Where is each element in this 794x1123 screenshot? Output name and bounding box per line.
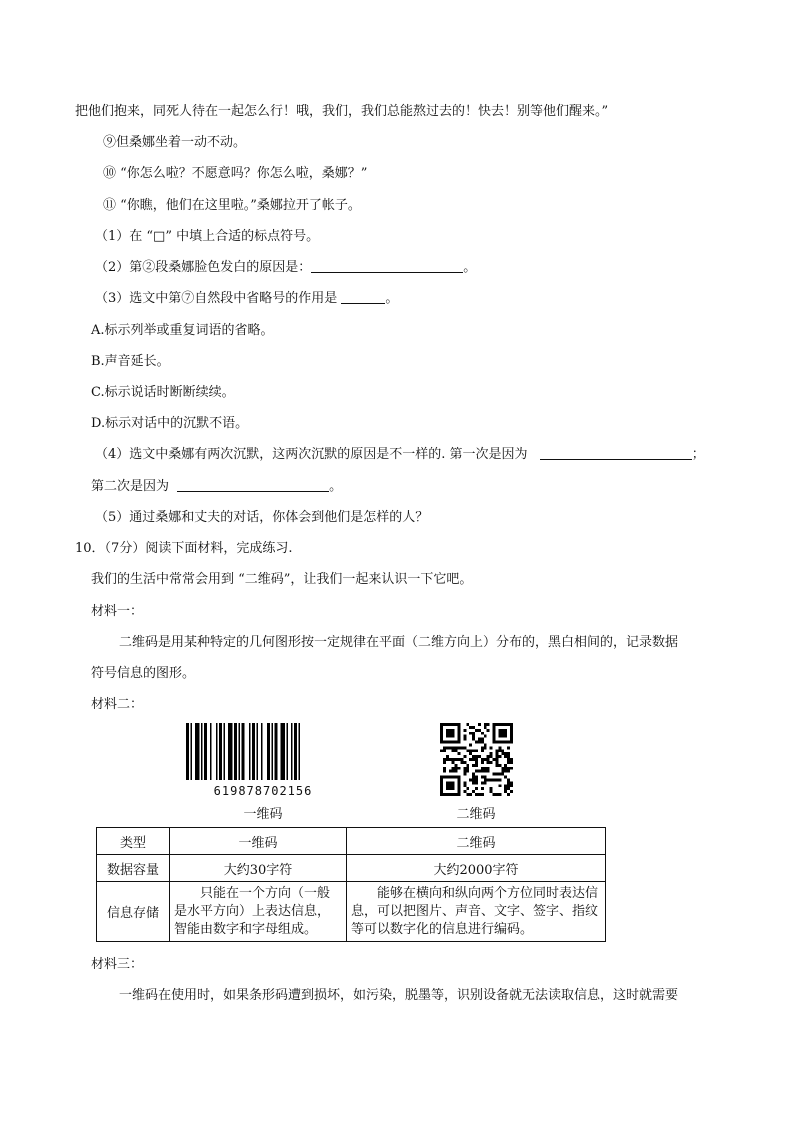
punctuation: ； <box>691 447 705 462</box>
answer-blank[interactable] <box>341 290 385 304</box>
qr-module <box>510 784 513 787</box>
question-10-heading: 10．（7分）阅读下面材料，完成练习. <box>75 541 293 556</box>
barcode-bar <box>299 723 301 780</box>
qr-module <box>475 741 478 744</box>
qr-module <box>481 749 484 752</box>
qr-module <box>475 755 478 758</box>
qr-module <box>487 761 490 764</box>
qr-module <box>443 746 446 749</box>
barcode-bar <box>201 723 203 780</box>
material-1-label: 材料一： <box>91 604 144 619</box>
barcode-bar <box>224 723 226 780</box>
qr-module <box>475 758 478 761</box>
question-2 <box>95 259 476 277</box>
qr-module <box>495 761 498 764</box>
qr-module <box>490 752 493 755</box>
qr-module <box>481 738 484 741</box>
qr-module <box>487 770 490 773</box>
barcode-bar <box>242 723 245 780</box>
qr-module <box>495 778 498 781</box>
qr-module <box>484 778 487 781</box>
question-3-text: （3）选文中第⑦自然段中省略号的作用是 <box>95 291 338 306</box>
qr-module <box>487 767 490 770</box>
qr-module <box>443 761 446 764</box>
answer-blank[interactable] <box>311 259 463 273</box>
qr-module <box>504 755 507 758</box>
barcode-bar <box>294 723 297 780</box>
qr-module <box>475 793 478 796</box>
question-4-text: （4）选文中桑娜有两次沉默，这两次沉默的原因是不一样的. 第一次是因为 <box>95 447 528 462</box>
qr-module <box>463 781 466 784</box>
qr-module <box>463 767 466 770</box>
qr-module <box>481 776 484 779</box>
qr-module <box>463 729 466 732</box>
qr-module <box>446 755 449 758</box>
qr-module <box>472 749 475 752</box>
qr-module <box>472 776 475 779</box>
qr-module <box>498 778 501 781</box>
qr-module <box>481 758 484 761</box>
qr-module <box>463 738 466 741</box>
question-4 <box>95 446 705 464</box>
qr-module <box>504 776 507 779</box>
answer-blank[interactable] <box>540 446 692 460</box>
qr-module <box>478 729 481 732</box>
material-3-label: 材料三： <box>91 957 144 972</box>
barcode-number: 619878702156 <box>213 784 313 798</box>
barcode-bar <box>272 723 274 780</box>
qr-module <box>498 749 501 752</box>
barcode-caption: 一维码 <box>243 807 283 822</box>
punctuation: 。 <box>385 291 399 306</box>
table-row <box>97 828 606 855</box>
qr-module <box>493 773 496 776</box>
qr-module <box>446 746 449 749</box>
qr-module <box>472 790 475 793</box>
barcode-bar <box>267 723 270 780</box>
qr-module <box>495 749 498 752</box>
option-d: D.标示对话中的沉默不语。 <box>91 416 249 431</box>
qr-module <box>501 770 504 773</box>
qr-module <box>443 767 446 770</box>
table-row <box>97 882 606 942</box>
qr-module <box>472 773 475 776</box>
qr-module <box>507 761 510 764</box>
qr-module <box>475 761 478 764</box>
qr-module <box>458 752 461 755</box>
qr-module <box>469 793 472 796</box>
qr-module <box>501 749 504 752</box>
qr-module <box>504 784 507 787</box>
barcode-image <box>186 723 338 780</box>
qr-module <box>472 755 475 758</box>
qr-module <box>510 781 513 784</box>
qr-module <box>481 741 484 744</box>
capacity-label: 数据容量 <box>97 855 170 882</box>
qr-module <box>498 784 501 787</box>
barcode-bar <box>191 723 193 780</box>
barcode-bar <box>252 723 255 780</box>
qr-module <box>510 767 513 770</box>
qr-module <box>455 749 458 752</box>
qr-module <box>487 755 490 758</box>
qr-module <box>469 749 472 752</box>
barcode-bar <box>210 723 212 780</box>
qr-module <box>466 770 469 773</box>
qr-module <box>504 752 507 755</box>
barcode-bar <box>195 723 200 780</box>
qr-module <box>487 723 490 726</box>
qr-module <box>507 758 510 761</box>
qr-module <box>472 726 475 729</box>
qr-module <box>498 755 501 758</box>
qr-module <box>490 761 493 764</box>
qr-module <box>507 767 510 770</box>
qr-module <box>475 770 478 773</box>
paragraph-10: ⑩ “你怎么啦？不愿意吗？你怎么啦，桑娜？” <box>103 166 368 181</box>
qr-module <box>472 764 475 767</box>
qr-module <box>455 770 458 773</box>
qr-module <box>484 735 487 738</box>
qr-module <box>501 773 504 776</box>
qr-module <box>498 793 501 796</box>
qr-module <box>458 767 461 770</box>
qr-module <box>478 741 481 744</box>
qr-module <box>490 755 493 758</box>
qr-module <box>501 767 504 770</box>
header-1d: 一维码 <box>170 828 347 855</box>
qr-module <box>481 732 484 735</box>
qr-module <box>481 787 484 790</box>
qr-module <box>455 764 458 767</box>
qr-module <box>463 784 466 787</box>
qr-module <box>449 770 452 773</box>
barcode-bar <box>204 723 207 780</box>
qr-module <box>463 735 466 738</box>
qr-module <box>460 758 463 761</box>
qr-module <box>455 746 458 749</box>
passage-line: 把他们抱来，同死人待在一起怎么行！哦，我们，我们总能熬过去的！快去！别等他们醒来。” <box>75 104 609 119</box>
qr-finder <box>498 729 507 738</box>
qr-module <box>507 781 510 784</box>
qr-module <box>466 767 469 770</box>
qr-module <box>443 770 446 773</box>
barcode-bar <box>275 723 278 780</box>
qr-module <box>472 735 475 738</box>
qr-module <box>478 723 481 726</box>
header-type: 类型 <box>97 828 170 855</box>
qr-finder <box>446 781 455 790</box>
qr-module <box>475 781 478 784</box>
qr-module <box>472 781 475 784</box>
qr-module <box>490 746 493 749</box>
qr-module <box>481 793 484 796</box>
qr-module <box>504 764 507 767</box>
qr-module <box>472 738 475 741</box>
barcode-bar <box>186 723 189 780</box>
barcode-bar <box>239 723 241 780</box>
qr-module <box>478 738 481 741</box>
qr-module <box>510 758 513 761</box>
qr-module <box>460 761 463 764</box>
qr-module <box>466 764 469 767</box>
qr-module <box>507 755 510 758</box>
paragraph-11: ⑪ “你瞧，他们在这里啦。”桑娜拉开了帐子。 <box>103 198 361 213</box>
qr-module <box>449 746 452 749</box>
question-4-second <box>91 478 342 496</box>
qr-module <box>446 758 449 761</box>
barcode-bar <box>249 723 251 780</box>
qr-module <box>466 787 469 790</box>
qr-module <box>472 758 475 761</box>
qr-module <box>455 758 458 761</box>
qr-module <box>484 767 487 770</box>
qr-module <box>498 773 501 776</box>
qr-module <box>504 767 507 770</box>
qr-module <box>469 743 472 746</box>
qr-module <box>507 770 510 773</box>
qr-module <box>507 778 510 781</box>
qr-module <box>481 746 484 749</box>
qr-module <box>440 749 443 752</box>
qr-module <box>469 732 472 735</box>
qr-module <box>460 746 463 749</box>
qr-module <box>463 770 466 773</box>
qr-module <box>463 773 466 776</box>
qr-module <box>469 726 472 729</box>
material-2-label: 材料二： <box>91 697 144 712</box>
question-4-second-text: 第二次是因为 <box>91 479 170 494</box>
qr-module <box>504 787 507 790</box>
qr-module <box>449 758 452 761</box>
comparison-table <box>96 827 606 942</box>
answer-blank[interactable] <box>177 478 329 492</box>
qr-module <box>478 770 481 773</box>
qr-module <box>507 746 510 749</box>
question-3 <box>95 290 398 308</box>
qr-module <box>495 752 498 755</box>
qr-module <box>472 732 475 735</box>
qr-module <box>495 755 498 758</box>
qr-module <box>493 758 496 761</box>
qr-module <box>472 778 475 781</box>
qr-module <box>495 758 498 761</box>
barcode-bar <box>219 723 222 780</box>
qr-module <box>478 755 481 758</box>
qr-module <box>495 773 498 776</box>
barcode-bar <box>291 723 293 780</box>
option-b: B.声音延长。 <box>91 354 170 369</box>
qr-module <box>481 761 484 764</box>
qr-module <box>510 761 513 764</box>
capacity-2d: 大约2000字符 <box>347 855 606 882</box>
qr-module <box>475 729 478 732</box>
qr-module <box>443 749 446 752</box>
barcode-bar <box>216 723 218 780</box>
qr-module <box>484 770 487 773</box>
qr-module <box>484 746 487 749</box>
qr-module <box>463 746 466 749</box>
qr-module <box>475 776 478 779</box>
qr-module <box>501 752 504 755</box>
qr-module <box>452 770 455 773</box>
qr-module <box>481 781 484 784</box>
barcode-bar <box>228 723 233 780</box>
qr-module <box>475 749 478 752</box>
qr-module <box>484 758 487 761</box>
qr-module <box>463 755 466 758</box>
qr-module <box>475 787 478 790</box>
qr-module <box>481 767 484 770</box>
qr-module <box>455 767 458 770</box>
qr-module <box>507 787 510 790</box>
qr-module <box>452 749 455 752</box>
qr-code-image <box>440 723 513 796</box>
qr-module <box>504 770 507 773</box>
qr-module <box>498 746 501 749</box>
barcode-bar <box>257 723 259 780</box>
table-row <box>97 855 606 882</box>
qr-module <box>466 749 469 752</box>
question-2-text: （2）第②段桑娜脸色发白的原因是： <box>95 260 312 275</box>
qr-module <box>452 758 455 761</box>
qr-module <box>469 758 472 761</box>
qr-module <box>484 743 487 746</box>
material-3-text: 一维码在使用时，如果条形码遭到损坏，如污染，脱墨等，识别设备就无法读取信息，这时就需要 <box>119 988 679 1003</box>
qr-module <box>466 793 469 796</box>
qr-module <box>484 776 487 779</box>
qr-module <box>495 764 498 767</box>
qr-module <box>469 752 472 755</box>
qr-module <box>490 787 493 790</box>
material-1-text: 二维码是用某种特定的几何图形按一定规律在平面（二维方向上）分布的，黑白相间的，记录数据 <box>119 635 679 650</box>
material-1-text-cont: 符号信息的图形。 <box>91 666 196 681</box>
qr-finder <box>446 729 455 738</box>
header-2d: 二维码 <box>347 828 606 855</box>
qr-module <box>507 752 510 755</box>
qr-module <box>507 793 510 796</box>
qr-caption: 二维码 <box>456 807 496 822</box>
qr-module <box>490 778 493 781</box>
qr-module <box>487 758 490 761</box>
paragraph-9: ⑨但桑娜坐着一动不动。 <box>103 135 247 150</box>
qr-module <box>484 781 487 784</box>
qr-module <box>487 778 490 781</box>
qr-module <box>484 723 487 726</box>
qr-module <box>481 770 484 773</box>
punctuation: 。 <box>463 260 477 275</box>
capacity-1d: 大约30字符 <box>170 855 347 882</box>
punctuation: 。 <box>329 479 343 494</box>
barcode-bar <box>287 723 289 780</box>
barcode-bar <box>234 723 237 780</box>
option-a: A.标示列举或重复词语的省略。 <box>91 323 274 338</box>
option-c: C.标示说话时断断续续。 <box>91 385 235 400</box>
qr-module <box>469 778 472 781</box>
qr-module <box>458 746 461 749</box>
qr-module <box>510 790 513 793</box>
qr-module <box>493 793 496 796</box>
qr-module <box>484 726 487 729</box>
qr-module <box>452 761 455 764</box>
qr-module <box>504 790 507 793</box>
qr-module <box>458 758 461 761</box>
qr-module <box>490 790 493 793</box>
storage-2d: 能够在横向和纵向两个方位同时表达信息，可以把图片、声音、文字、签字、指纹等可以数字化的信息进行编码。 <box>347 882 606 942</box>
qr-module <box>466 723 469 726</box>
qr-module <box>495 793 498 796</box>
qr-module <box>443 758 446 761</box>
question-1: （1）在 “□” 中填上合适的标点符号。 <box>95 229 320 244</box>
qr-module <box>475 764 478 767</box>
qr-module <box>452 746 455 749</box>
question-5: （5）通过桑娜和丈夫的对话，你体会到他们是怎样的人？ <box>95 510 429 525</box>
qr-module <box>498 764 501 767</box>
storage-1d: 只能在一个方向（一般是水平方向）上表达信息，智能由数字和字母组成。 <box>170 882 347 942</box>
qr-module <box>463 790 466 793</box>
qr-module <box>463 761 466 764</box>
qr-module <box>452 767 455 770</box>
qr-module <box>493 778 496 781</box>
qr-module <box>487 729 490 732</box>
barcode-bar <box>281 723 286 780</box>
qr-module <box>478 793 481 796</box>
qr-module <box>507 784 510 787</box>
question-10-intro: 我们的生活中常常会用到 “二维码”，让我们一起来认识一下它吧。 <box>91 572 473 587</box>
storage-label: 信息存储 <box>97 882 170 942</box>
qr-module <box>475 778 478 781</box>
barcode-bar <box>261 723 263 780</box>
